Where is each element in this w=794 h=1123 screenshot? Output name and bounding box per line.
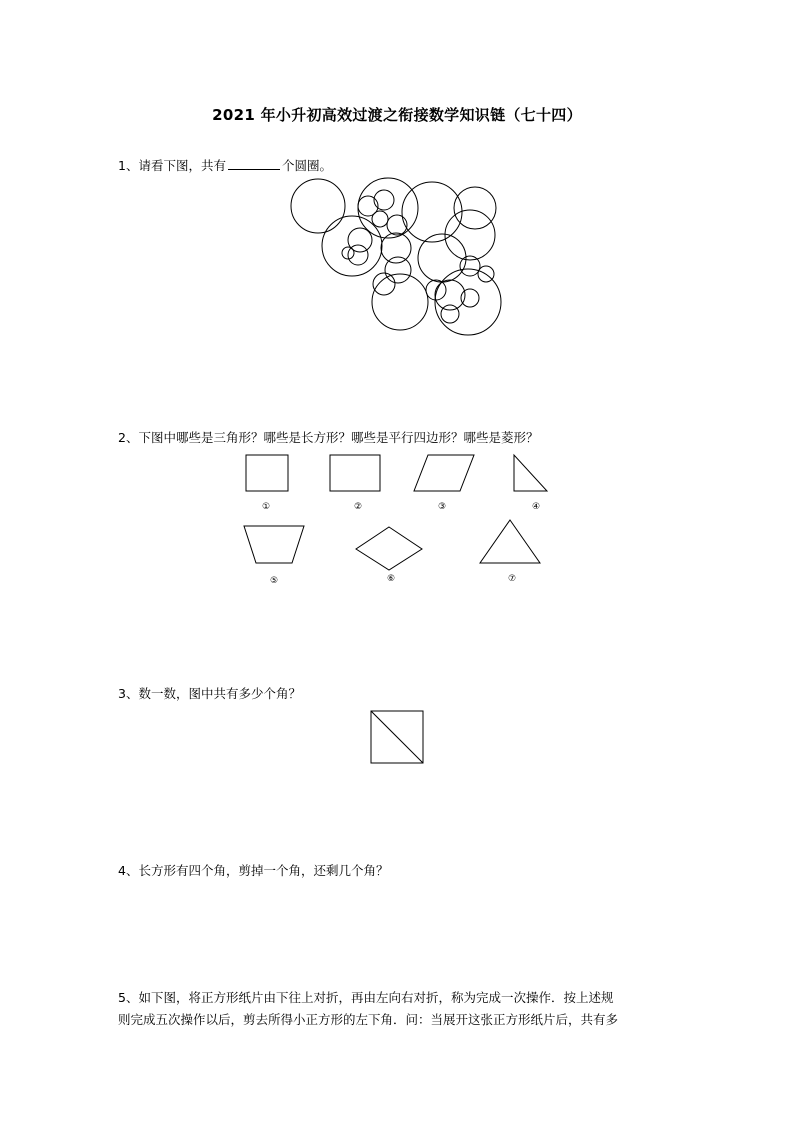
shape-label-3: ③ bbox=[437, 502, 447, 512]
question-number: 3、 bbox=[118, 686, 139, 701]
shape-label-7: ⑦ bbox=[507, 574, 517, 584]
question-5 bbox=[118, 987, 688, 1031]
shape-label-4: ④ bbox=[531, 502, 541, 512]
question-text: 数一数，图中共有多少个角？ bbox=[138, 686, 301, 701]
question-text: 请看下图，共有 bbox=[138, 158, 226, 173]
question-4 bbox=[118, 860, 688, 882]
question-text: 如下图，将正方形纸片由下往上对折，再由左向右对折，称为完成一次操作．按上述规 bbox=[138, 990, 614, 1005]
shape-label-6: ⑥ bbox=[386, 574, 396, 584]
question-text: 下图中哪些是三角形？哪些是长方形？哪些是平行四边形？哪些是菱形？ bbox=[138, 430, 539, 445]
question-number: 5、 bbox=[118, 990, 139, 1005]
shape-label-1: ① bbox=[261, 502, 271, 512]
shape-label-2: ② bbox=[353, 502, 363, 512]
shape-label-5: ⑤ bbox=[269, 576, 279, 586]
question-text: 个圆圈。 bbox=[281, 158, 332, 173]
page-title: 2021 年小升初高效过渡之衔接数学知识链（七十四） bbox=[212, 106, 582, 124]
question-line bbox=[118, 987, 688, 1009]
question-line: 则完成五次操作以后，剪去所得小正方形的左下角．问：当展开这张正方形纸片后，共有多 bbox=[118, 1012, 619, 1027]
question-text: 长方形有四个角，剪掉一个角，还剩几个角？ bbox=[138, 863, 389, 878]
diagonal bbox=[371, 711, 423, 763]
question-number: 1、 bbox=[118, 158, 139, 173]
question-number: 2、 bbox=[118, 430, 139, 445]
question-number: 4、 bbox=[118, 863, 139, 878]
